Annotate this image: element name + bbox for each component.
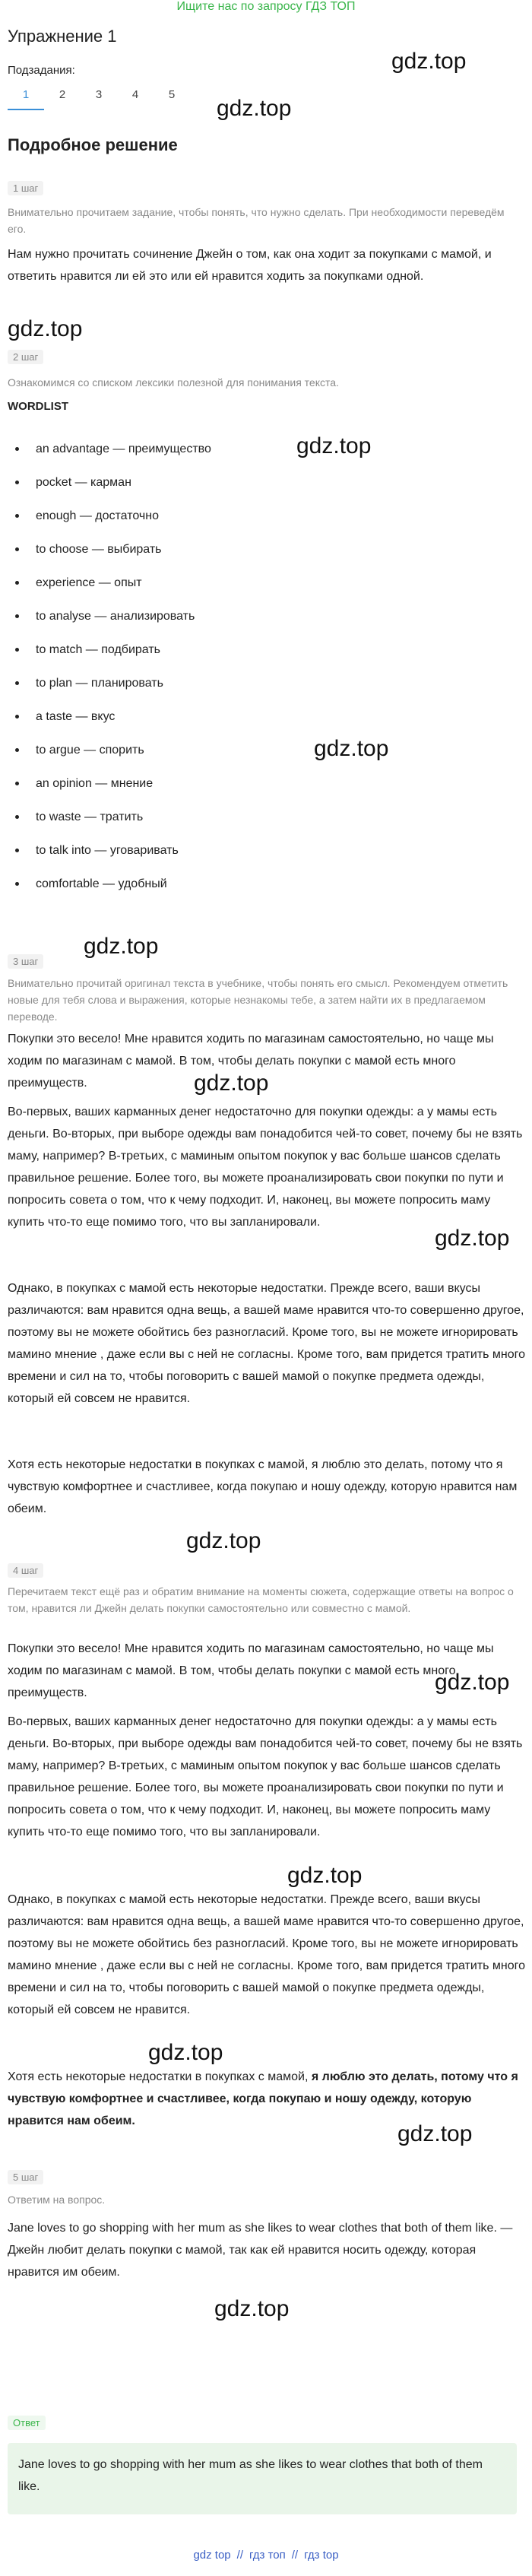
watermark: gdz.top	[194, 1071, 269, 1096]
bullet-icon	[15, 481, 19, 484]
step-badge: 5 шаг	[8, 2170, 43, 2184]
bullet-icon	[15, 715, 19, 719]
answer-box	[8, 2443, 517, 2514]
bullet-icon	[15, 547, 19, 551]
bullet-icon	[15, 782, 19, 785]
watermark: gdz.top	[296, 433, 372, 458]
wordlist-item: experience — опыт	[15, 576, 142, 590]
bullet-icon	[15, 648, 19, 652]
wordlist-item: to choose — выбирать	[15, 543, 161, 557]
step-badge: 4 шаг	[8, 1563, 43, 1578]
wordlist-item: to match — подбирать	[15, 643, 160, 657]
step-hint: Перечитаем текст ещё раз и обратим внимание на моменты сюжета, содержащие ответы на вопрос о том, нравится ли Джейн делать покупки самостоятельно или совместно с мамой.	[8, 1585, 514, 1614]
step-hint: Ознакомимся со списком лексики полезной для понимания текста.	[8, 376, 339, 389]
bullet-icon	[15, 447, 19, 451]
wordlist-item: an opinion — мнение	[15, 777, 153, 791]
bottom-links	[0, 2549, 532, 2562]
step-text: Jane loves to go shopping with her mum as she likes to wear clothes that both of them like. — Джейн любит делать покупки с мамой, так как ей нравится носить одежду, которая нравится им обеим.	[8, 2222, 513, 2279]
bullet-icon	[15, 815, 19, 819]
wordlist-title: WORDLIST	[8, 400, 68, 413]
translation-paragraph: Во-первых, ваших карманных денег недостаточно для покупки одежды: а у мамы есть деньги. Во-вторых, при выборе одежды вам понадобится чей-то совет, почему бы не взять маму, например? В-третьих, с маминым опытом покупок у вас больше шансов сделать правильное решение. Более того, вы можете проанализировать свои покупки по пути и попросить совета о том, что к чему подходит. И, наконец, вы можете попросить маму купить что-то еще помимо того, что вы запланировали.	[8, 1715, 523, 1838]
watermark: gdz.top	[84, 934, 159, 959]
bullet-icon	[15, 681, 19, 685]
bullet-icon	[15, 581, 19, 585]
translation-paragraph: Покупки это весело! Мне нравится ходить по магазинам самостоятельно, но чаще мы ходим по магазинам с мамой. В том, чтобы делать покупки с мамой есть много преимуществ.	[8, 1642, 494, 1699]
bullet-icon	[15, 614, 19, 618]
bottom-link[interactable]: gdz top	[193, 2549, 231, 2562]
bottom-link[interactable]: гдз топ	[249, 2549, 286, 2562]
watermark: gdz.top	[435, 1226, 510, 1251]
step-badge: 1 шаг	[8, 181, 43, 195]
wordlist-item: to plan — планировать	[15, 677, 163, 690]
link-separator: //	[291, 2549, 299, 2562]
translation-paragraph-highlighted: Хотя есть некоторые недостатки в покупках с мамой, я люблю это делать, потому что я чувствую комфортнее и счастливее, когда покупаю и ношу одежду, которую нравится нам обеим.	[8, 2070, 518, 2127]
wordlist-item: enough — достаточно	[15, 509, 159, 523]
tab-subtask-4[interactable]: 4	[131, 88, 139, 101]
watermark: gdz.top	[214, 2296, 290, 2321]
top-search-link[interactable]: Ищите нас по запросу ГДЗ ТОП	[176, 0, 356, 13]
bullet-icon	[15, 849, 19, 852]
tab-subtask-5[interactable]: 5	[168, 88, 176, 101]
link-separator: //	[236, 2549, 243, 2562]
step-hint: Внимательно прочитай оригинал текста в учебнике, чтобы понять его смысл. Рекомендуем отметить новые для тебя слова и выражения, которые незнакомы тебе, а затем найти их в предлагаемом переводе.	[8, 977, 508, 1023]
subtask-tabs	[8, 85, 190, 110]
wordlist-item: to analyse — анализировать	[15, 610, 195, 623]
wordlist-item: an advantage — преимущество	[15, 443, 211, 456]
watermark: gdz.top	[287, 1863, 363, 1888]
bullet-icon	[15, 514, 19, 518]
watermark: gdz.top	[391, 49, 467, 74]
wordlist-item: to waste — тратить	[15, 811, 143, 824]
step-text: Нам нужно прочитать сочинение Джейн о том, как она ходит за покупками с мамой, и ответить нравится ли ей это или ей нравится ходить за покупками одной.	[8, 248, 492, 283]
watermark: gdz.top	[397, 2121, 473, 2146]
watermark: gdz.top	[8, 316, 83, 341]
wordlist-item: to argue — спорить	[15, 744, 144, 757]
step-hint: Внимательно прочитаем задание, чтобы понять, что нужно сделать. При необходимости переведём его.	[8, 206, 505, 235]
tab-subtask-1[interactable]: 1	[8, 85, 44, 110]
bullet-icon	[15, 882, 19, 886]
solution-title: Подробное решение	[8, 135, 178, 154]
watermark: gdz.top	[217, 96, 292, 121]
step-badge: 2 шаг	[8, 350, 43, 364]
step-badge: 3 шаг	[8, 954, 43, 969]
tab-subtask-2[interactable]: 2	[59, 88, 66, 101]
answer-label: Ответ	[8, 2416, 46, 2430]
page-title: Упражнение 1	[8, 27, 117, 46]
wordlist-item: a taste — вкус	[15, 710, 115, 724]
subtasks-label: Подзадания:	[8, 64, 75, 77]
watermark: gdz.top	[186, 1528, 261, 1553]
translation-paragraph: Хотя есть некоторые недостатки в покупках с мамой, я люблю это делать, потому что я чувствую комфортнее и счастливее, когда покупаю и ношу одежду, которую нравится нам обеим.	[8, 1458, 518, 1515]
wordlist-item: to talk into — уговаривать	[15, 844, 179, 858]
bullet-icon	[15, 748, 19, 752]
watermark: gdz.top	[148, 2040, 223, 2065]
translation-paragraph: Однако, в покупках с мамой есть некоторые недостатки. Прежде всего, ваши вкусы различаются: вам нравится одна вещь, а вашей маме нравится что-то совершенно другое, поэтому вы не можете обойтись без разногласий. Кроме того, вы не можете игнорировать мамино мнение , даже если вы с ней не согласны. Кроме того, вам придется тратить много времени и сил на то, чтобы поговорить с вашей мамой о покупке предмета одежды, который ей совсем не нравится.	[8, 1893, 526, 2016]
wordlist-item: comfortable — удобный	[15, 877, 167, 891]
translation-paragraph: Покупки это весело! Мне нравится ходить по магазинам самостоятельно, но чаще мы ходим по магазинам с мамой. В том, чтобы делать покупки с мамой есть много преимуществ.	[8, 1033, 494, 1090]
watermark: gdz.top	[435, 1670, 510, 1695]
wordlist-item: pocket — карман	[15, 476, 131, 490]
answer-text: Jane loves to go shopping with her mum as she likes to wear clothes that both of them like.	[18, 2458, 483, 2493]
bottom-link[interactable]: гдз top	[304, 2549, 339, 2562]
translation-paragraph: Во-первых, ваших карманных денег недостаточно для покупки одежды: а у мамы есть деньги. Во-вторых, при выборе одежды вам понадобится чей-то совет, почему бы не взять маму, например? В-третьих, с маминым опытом покупок у вас больше шансов сделать правильное решение. Более того, вы можете проанализировать свои покупки по пути и попросить совета о том, что к чему подходит. И, наконец, вы можете попросить маму купить что-то еще помимо того, что вы запланировали.	[8, 1106, 523, 1229]
tab-subtask-3[interactable]: 3	[95, 88, 103, 101]
step-hint: Ответим на вопрос.	[8, 2194, 106, 2206]
watermark: gdz.top	[314, 736, 389, 761]
translation-paragraph: Однако, в покупках с мамой есть некоторые недостатки. Прежде всего, ваши вкусы различаются: вам нравится одна вещь, а вашей маме нравится что-то совершенно другое, поэтому вы не можете обойтись без разногласий. Кроме того, вы не можете игнорировать мамино мнение , даже если вы с ней не согласны. Кроме того, вам придется тратить много времени и сил на то, чтобы поговорить с вашей мамой о покупке предмета одежды, который ей совсем не нравится.	[8, 1282, 526, 1405]
